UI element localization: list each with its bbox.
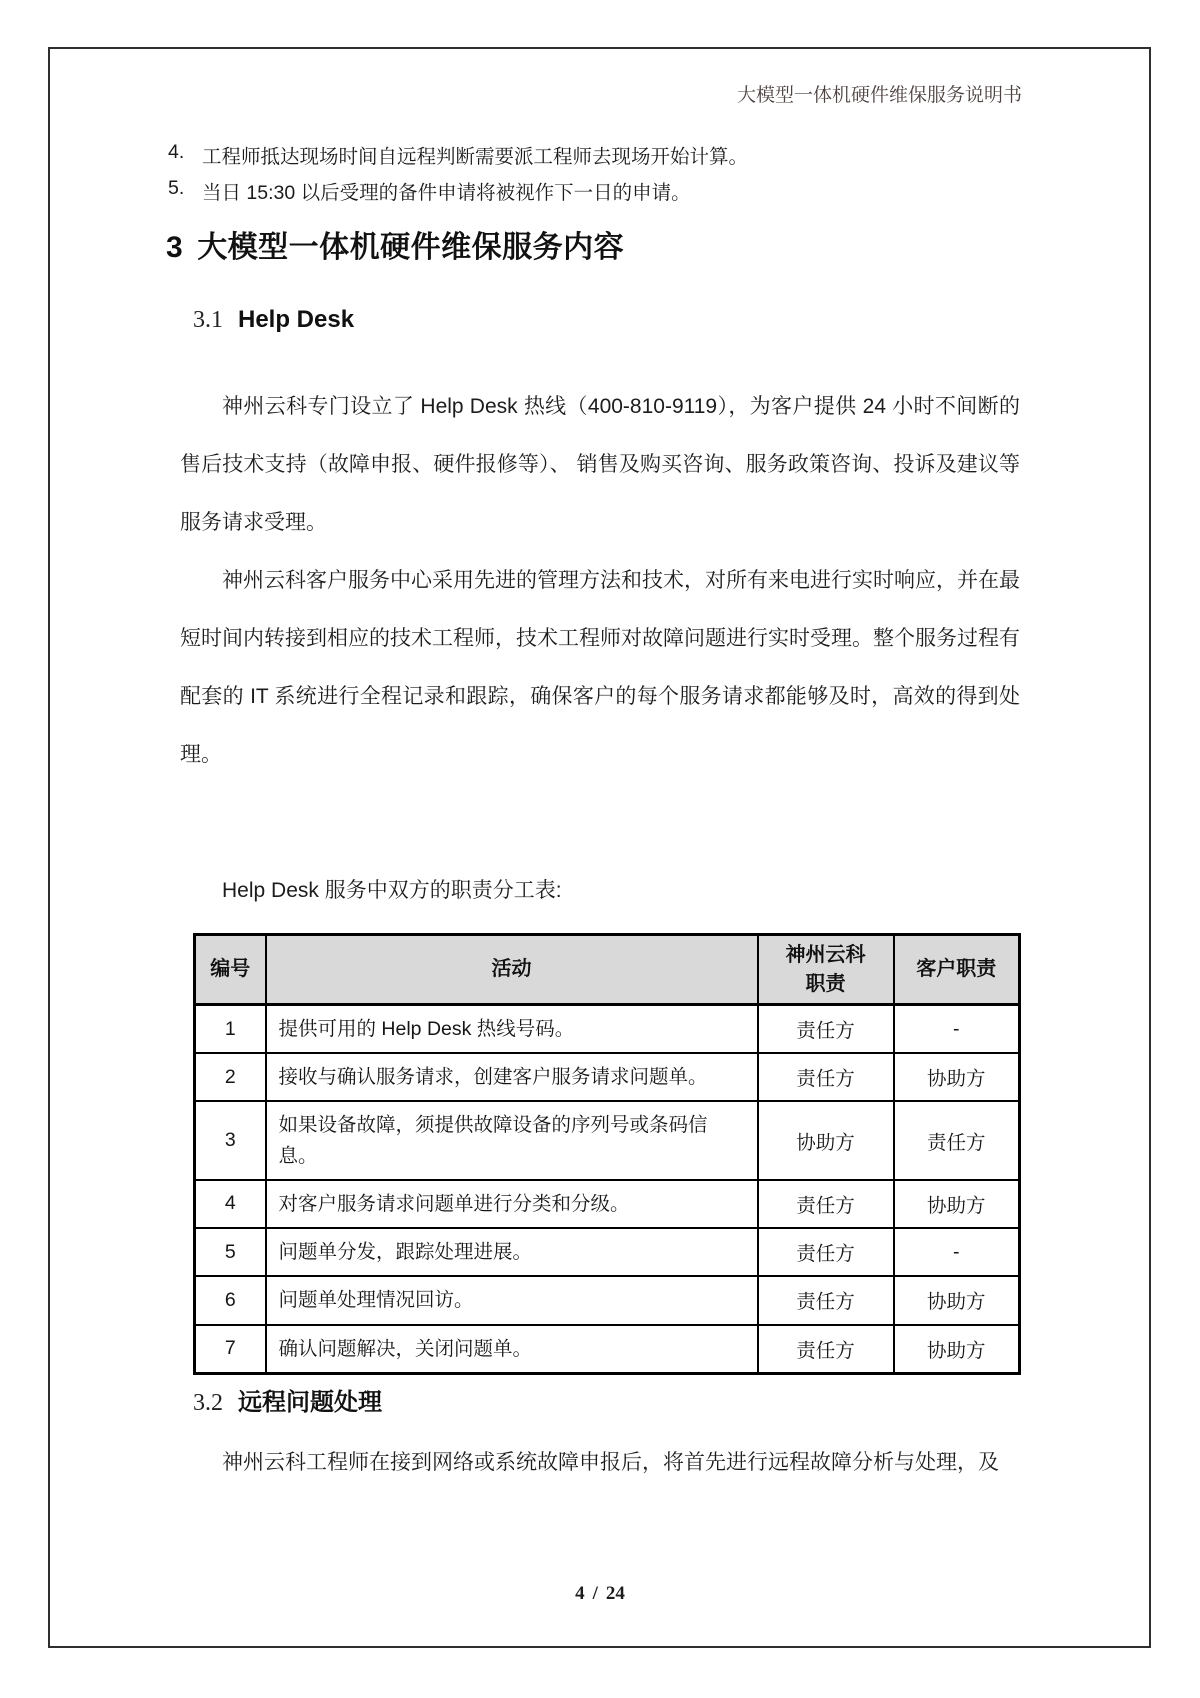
- activity-cell: 问题单处理情况回访。: [266, 1276, 758, 1324]
- total-page-count: 24: [605, 1583, 625, 1604]
- row-number-cell: 6: [195, 1276, 266, 1324]
- vendor-role-cell: 协助方: [758, 1101, 894, 1179]
- paragraph-remote-handling: 神州云科工程师在接到网络或系统故障申报后，将首先进行远程故障分析与处理，及: [222, 1451, 999, 1474]
- customer-role-cell: -: [894, 1228, 1020, 1276]
- numbered-list-item-4: [168, 141, 1028, 169]
- list-item-text: 工程师抵达现场时间自远程判断需要派工程师去现场开始计算。: [202, 146, 749, 168]
- section-heading-3: [166, 222, 624, 266]
- section-number: 3: [166, 231, 184, 264]
- header-cell-customer-role: 客户职责: [894, 935, 1020, 1005]
- subsection-heading-3-2: [193, 1382, 382, 1417]
- subsection-title: 远程问题处理: [238, 1389, 382, 1416]
- header-cell-activity: 活动: [266, 935, 758, 1005]
- vendor-role-cell: 责任方: [758, 1005, 894, 1054]
- vendor-role-cell: 责任方: [758, 1276, 894, 1324]
- vendor-role-cell: 责任方: [758, 1180, 894, 1228]
- paragraph-table-intro: Help Desk 服务中双方的职责分工表:: [222, 879, 562, 902]
- table-row: [195, 1228, 1020, 1276]
- row-number-cell: 5: [195, 1228, 266, 1276]
- customer-role-cell: -: [894, 1005, 1020, 1054]
- vendor-role-cell: 责任方: [758, 1053, 894, 1101]
- section-title: 大模型一体机硬件维保服务内容: [197, 231, 625, 264]
- vendor-role-line1: 神州云科: [785, 943, 866, 966]
- running-header-title: 大模型一体机硬件维保服务说明书: [736, 85, 1022, 106]
- row-number-cell: 2: [195, 1053, 266, 1101]
- table-row: [195, 1276, 1020, 1324]
- numbered-list-item-5: [168, 177, 1028, 205]
- activity-cell: 如果设备故障，须提供故障设备的序列号或条码信息。: [266, 1101, 758, 1179]
- paragraph-helpdesk-hotline: 神州云科专门设立了 Help Desk 热线（400-810-9119），为客户提供 24 小时不间断的售后技术支持（故障申报、硬件报修等）、 销售及购买咨询、服务政策咨询、投诉及建议等服务请求受理。: [180, 395, 1020, 534]
- customer-role-cell: 协助方: [894, 1325, 1020, 1374]
- row-number-cell: 7: [195, 1325, 266, 1374]
- page-separator: /: [592, 1583, 598, 1604]
- subsection-number: 3.1: [193, 307, 223, 333]
- header-cell-vendor-role: [758, 935, 894, 1005]
- table-row: [195, 1005, 1020, 1054]
- row-number-cell: 3: [195, 1101, 266, 1179]
- table-header-row: [195, 935, 1020, 1005]
- subsection-title: Help Desk: [238, 306, 355, 333]
- table-row: [195, 1325, 1020, 1374]
- vendor-role-cell: 责任方: [758, 1228, 894, 1276]
- list-item-text: 当日 15:30 以后受理的备件申请将被视作下一日的申请。: [202, 182, 691, 204]
- vendor-role-line2: 职责: [805, 972, 846, 995]
- paragraph-service-center: 神州云科客户服务中心采用先进的管理方法和技术，对所有来电进行实时响应，并在最短时间内转接到相应的技术工程师，技术工程师对故障问题进行实时受理。整个服务过程有配套的 IT 系统进行全程记录和跟踪，确保客户的每个服务请求都能够及时，高效的得到处理。: [180, 569, 1020, 766]
- row-number-cell: 1: [195, 1005, 266, 1054]
- responsibility-table-body: [195, 1005, 1020, 1374]
- activity-cell: 接收与确认服务请求，创建客户服务请求问题单。: [266, 1053, 758, 1101]
- table-row: [195, 1053, 1020, 1101]
- vendor-role-cell: 责任方: [758, 1325, 894, 1374]
- subsection-heading-3-1: [193, 306, 354, 334]
- responsibility-table: [193, 933, 1021, 1375]
- list-item-number: 5.: [168, 177, 185, 199]
- customer-role-cell: 协助方: [894, 1276, 1020, 1324]
- activity-cell: 对客户服务请求问题单进行分类和分级。: [266, 1180, 758, 1228]
- page-number-footer: [0, 1583, 1200, 1605]
- responsibility-table-container: [193, 933, 1021, 1375]
- list-item-number: 4.: [168, 141, 185, 163]
- customer-role-cell: 协助方: [894, 1180, 1020, 1228]
- activity-cell: 提供可用的 Help Desk 热线号码。: [266, 1005, 758, 1054]
- table-row: [195, 1101, 1020, 1179]
- subsection-number: 3.2: [193, 1390, 223, 1416]
- activity-cell: 问题单分发，跟踪处理进展。: [266, 1228, 758, 1276]
- current-page-number: 4: [575, 1583, 585, 1604]
- customer-role-cell: 协助方: [894, 1053, 1020, 1101]
- row-number-cell: 4: [195, 1180, 266, 1228]
- activity-cell: 确认问题解决，关闭问题单。: [266, 1325, 758, 1374]
- header-cell-number: 编号: [195, 935, 266, 1005]
- customer-role-cell: 责任方: [894, 1101, 1020, 1179]
- table-row: [195, 1180, 1020, 1228]
